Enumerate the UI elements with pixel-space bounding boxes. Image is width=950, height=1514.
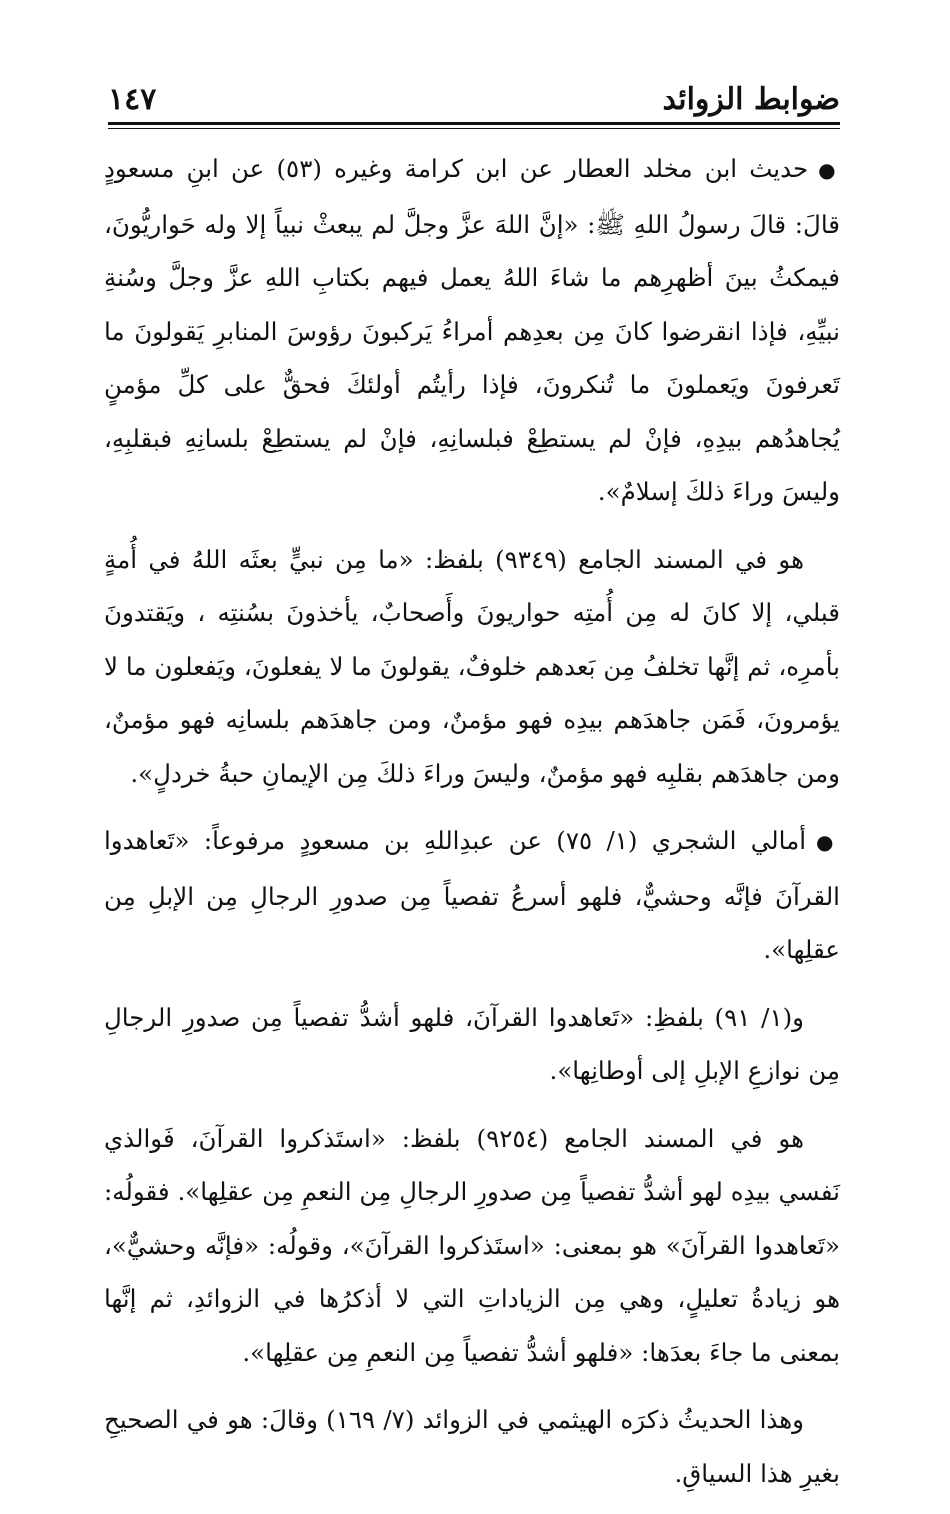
paragraph-3: [104, 814, 840, 977]
body-text: [104, 142, 840, 1514]
paragraph-text: حديث ابن مخلد العطار عن ابن كرامة وغيره (٥٣) عن ابنِ مسعودٍ قالَ: قالَ رسولُ اللهِ ﷺ: «إنَّ اللهَ عزَّ وجلَّ لم يبعثْ نبياً إلا وله حَواريُّونَ، فيمكثُ بينَ أظهرِهم ما شاءَ اللهُ يعمل فيهم بكتابِ اللهِ عزَّ وجلَّ وسُنةِ نبيِّهِ، فإذا انقرضوا كانَ مِن بعدِهم أمراءُ يَركبونَ رؤوسَ المنابرِ يَقولونَ ما تَعرفونَ ويَعملونَ ما تُنكرونَ، فإذا رأيتُم أولئكَ فحقٌّ على كلِّ مؤمنٍ يُجاهدُهم بيدِهِ، فإنْ لم يستطِعْ فبلسانِهِ، فإنْ لم يستطِعْ بلسانِهِ فبقلبِهِ، وليسَ وراءَ ذلكَ إسلامٌ».: [104, 154, 840, 506]
paragraph-6: [104, 1393, 840, 1500]
paragraph-4: [104, 991, 840, 1098]
page-number: ١٤٧: [108, 82, 157, 117]
header-rule-thin: [108, 128, 840, 129]
header-rule-thick: [108, 122, 840, 125]
bullet-icon: ●: [818, 158, 840, 182]
header-title: ضوابط الزوائد: [662, 82, 840, 117]
bullet-icon: ●: [816, 830, 841, 854]
paragraph-text: و(١/ ٩١) بلفظِ: «تَعاهدوا القرآنَ، فلهو أشدُّ تفصياً مِن صدورِ الرجالِ مِن نوازعِ الإبلِ إلى أوطانِها».: [104, 1002, 840, 1085]
paragraph-text: هو في المسند الجامع (٩٣٤٩) بلفظ: «ما مِن نبيٍّ بعثَه اللهُ في أُمةٍ قبلي، إلا كانَ له مِن أُمتِه حواريونَ وأَصحابٌ، يأخذونَ بسُنتِه ، ويَقتدونَ بأمرِه، ثم إنَّها تخلفُ مِن بَعدهم خلوفٌ، يقولونَ ما لا يفعلونَ، ويَفعلون ما لا يؤمرونَ، فَمَن جاهدَهم بيدِه فهو مؤمنٌ، ومن جاهدَهم بلسانِه فهو مؤمنٌ، ومن جاهدَهم بقلبِه فهو مؤمنٌ، وليسَ وراءَ ذلكَ مِن الإيمانِ حبةُ خردلٍ».: [104, 544, 840, 788]
paragraph-text: هو في المسند الجامع (٩٢٥٤) بلفظ: «استَذكروا القرآنَ، فَوالذي نَفسي بيدِه لهو أشدُّ تفصياً مِن صدورِ الرجالِ مِن النعمِ مِن عقلِها». فقولُه: «تَعاهدوا القرآنَ» هو بمعنى: «استَذكروا القرآنَ»، وقولُه: «فإنَّه وحشيٌّ»، هو زيادةُ تعليلٍ، وهي مِن الزياداتِ التي لا أذكرُها في الزوائدِ، ثم إنَّها بمعنى ما جاءَ بعدَها: «فلهو أشدُّ تفصياً مِن النعمِ مِن عقلِها».: [104, 1123, 840, 1367]
paragraph-text: وهذا الحديثُ ذكرَه الهيثمي في الزوائد (٧/ ١٦٩) وقالَ: هو في الصحيحِ بغيرِ هذا السياقِ.: [104, 1405, 840, 1488]
paragraph-text: أمالي الشجري (١/ ٧٥) عن عبدِاللهِ بن مسعودٍ مرفوعاً: «تَعاهدوا القرآنَ فإنَّه وحشيٌّ، فلهو أسرعُ تفصياً مِن صدورِ الرجالِ مِن الإبلِ مِن عقلِها».: [104, 826, 840, 964]
paragraph-2: [104, 533, 840, 801]
paragraph-5: [104, 1112, 840, 1380]
paragraph-1: [104, 142, 840, 519]
running-header: [108, 80, 840, 124]
